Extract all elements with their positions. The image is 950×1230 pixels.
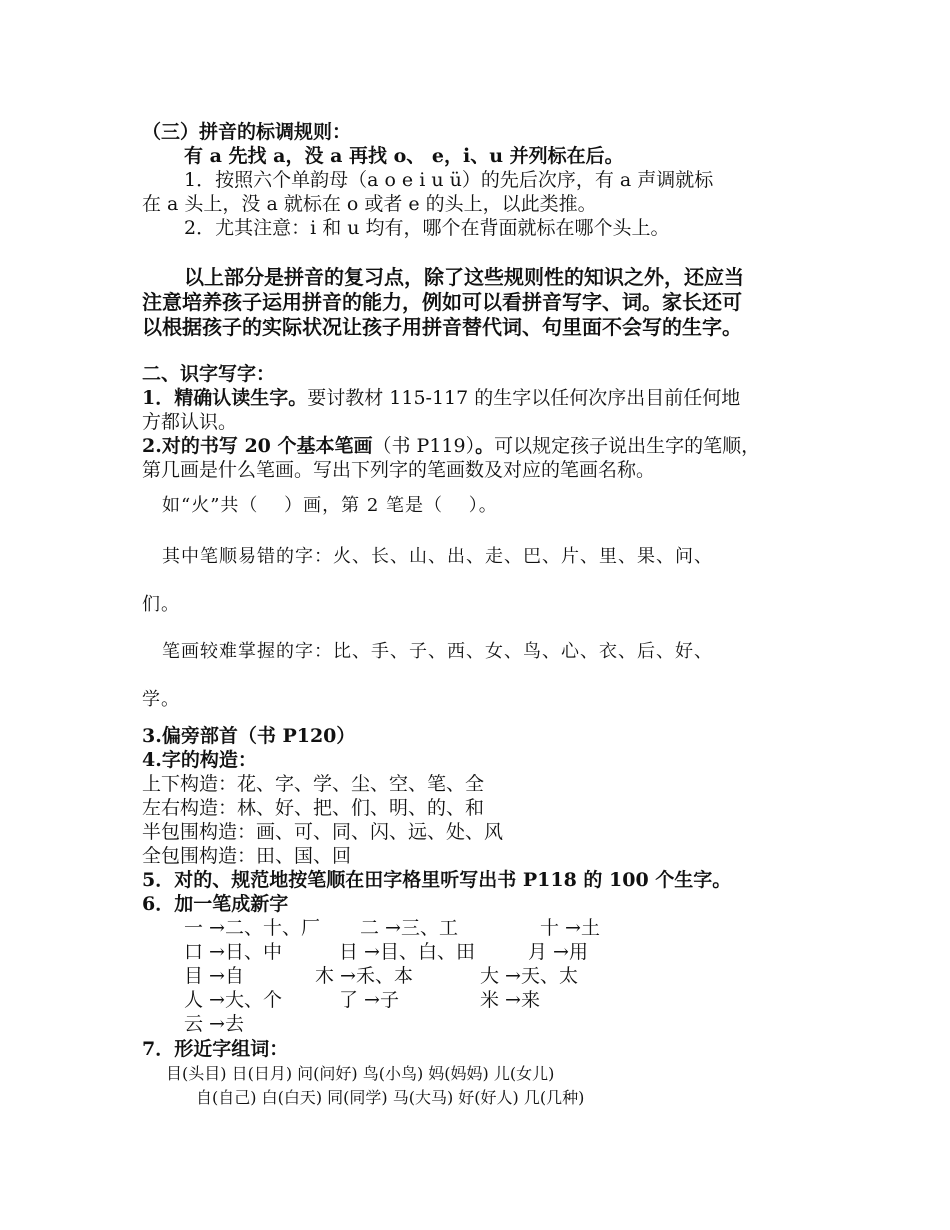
add-stroke-cell: 一 →二、十、厂 — [184, 917, 320, 939]
add-stroke-cell: 十 →土 — [540, 917, 600, 939]
similar-chars-line2: 自(自己) 白(白天) 同(同学) 马(大马) 好(好人) 几(几种) — [196, 1088, 585, 1107]
error-prone-line1: 其中笔顺易错的字：火、长、山、出、走、巴、片、里、果、问、 — [162, 546, 713, 567]
item1-rest: 要讨教材 115-117 的生字以任何次序出目前任何地 — [307, 387, 741, 409]
note-line2: 注意培养孩子运用拼音的能力，例如可以看拼音写字、词。家长还可 — [142, 290, 742, 314]
item1-bold: 1．精确认读生字。 — [142, 387, 308, 409]
add-stroke-cell: 月 →用 — [528, 941, 588, 963]
note-line3: 以根据孩子的实际状况让孩子用拼音替代词、句里面不会写的生字。 — [142, 315, 742, 339]
item2-line2: 第几画是什么笔画。写出下列字的笔画数及对应的笔画名称。 — [142, 459, 656, 481]
item6-add-stroke: 6．加一笔成新字 — [142, 893, 289, 915]
add-stroke-cell: 木 →禾、本 — [315, 965, 413, 987]
item4-structure: 4.字的构造： — [142, 749, 257, 771]
add-stroke-cell: 口 →日、中 — [184, 941, 282, 963]
add-stroke-cell: 云 →去 — [184, 1013, 244, 1035]
structure-top-bottom: 上下构造：花、字、学、尘、空、笔、全 — [142, 773, 485, 795]
add-stroke-cell: 大 →天、太 — [480, 965, 578, 987]
add-stroke-cell: 目 →自 — [184, 965, 244, 987]
structure-half-enclosed: 半包围构造：画、可、同、闪、远、处、风 — [142, 821, 504, 843]
add-stroke-cell: 了 →子 — [339, 989, 399, 1011]
pinyin-rules-heading: （三）拼音的标调规则： — [142, 121, 352, 143]
section2-heading: 二、识字写字： — [142, 363, 276, 385]
add-stroke-cell: 日 →目、白、田 — [339, 941, 475, 963]
pinyin-rule-1-line2: 在 a 头上，没 a 就标在 o 或者 e 的头上，以此类推。 — [142, 193, 597, 215]
item3-radicals: 3.偏旁部首（书 P120） — [142, 725, 356, 747]
pinyin-rule-2: 2．尤其注意：i 和 u 均有，哪个在背面就标在哪个头上。 — [184, 217, 670, 239]
structure-full-enclosed: 全包围构造：田、国、回 — [142, 845, 352, 867]
add-stroke-cell: 二 →三、工 — [360, 917, 458, 939]
item2-normal: （书 P119） — [372, 435, 476, 457]
structure-left-right: 左右构造：林、好、把、们、明、的、和 — [142, 797, 485, 819]
add-stroke-cell: 米 →来 — [480, 989, 540, 1011]
item5-dictation: 5．对的、规范地按笔顺在田字格里听写出书 P118 的 100 个生字。 — [142, 869, 732, 891]
pinyin-rules-summary: 有 a 先找 a，没 a 再找 o、 e，i、u 并列标在后。 — [184, 145, 624, 167]
item1-line2: 方都认识。 — [142, 411, 238, 433]
item2-bold-2: 。 — [475, 435, 495, 457]
item2-line1 — [142, 434, 760, 458]
add-stroke-cell: 人 →大、个 — [184, 989, 282, 1011]
error-prone-line2: 们。 — [142, 594, 180, 615]
stroke-example: 如“火”共（ ）画，第 2 笔是（ ）。 — [162, 495, 498, 516]
item2-rest: 可以规定孩子说出生字的笔顺， — [494, 435, 761, 457]
hard-strokes-line2: 学。 — [142, 689, 180, 710]
similar-chars-line1: 目(头目) 日(日月) 问(问好) 鸟(小鸟) 妈(妈妈) 儿(女儿) — [166, 1064, 555, 1083]
pinyin-rule-1-line1: 1．按照六个单韵母（a o e i u ü）的先后次序，有 a 声调就标 — [184, 169, 714, 191]
item1-line1 — [142, 386, 740, 410]
item7-similar-chars: 7．形近字组词： — [142, 1038, 289, 1060]
note-line1: 以上部分是拼音的复习点，除了这些规则性的知识之外，还应当 — [184, 265, 744, 289]
hard-strokes-line1: 笔画较难掌握的字：比、手、子、西、女、鸟、心、衣、后、好、 — [162, 641, 713, 662]
item2-bold-1: 2.对的书写 20 个基本笔画 — [142, 435, 373, 457]
